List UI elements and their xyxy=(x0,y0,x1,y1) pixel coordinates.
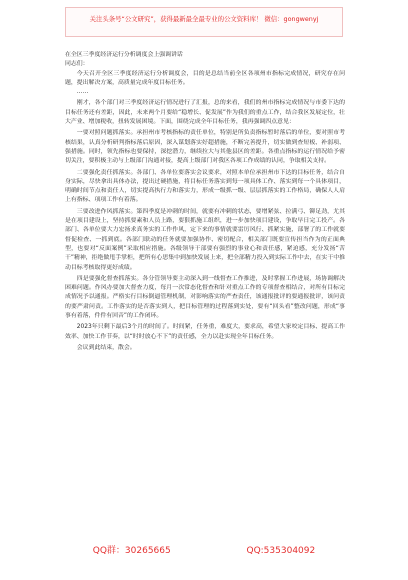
paragraph-point-2: 二要强化责任抓落实。各部门、各单位要落实会议要求，对照本单位承担州市下达的目标任务，结合自身实际，尽快拿出具体办法，提出过硬措施，将目标任务落实到每一项具体工作、落实到每一个具体项目，明确时间节点和责任人，切实提高执行力和落实力，形成一级抓一级、层层抓落实的工作格局，确保人人肩上有指标、项项工作有着落。 xyxy=(65,169,345,204)
salutation: 同志们： xyxy=(65,61,89,68)
promo-banner xyxy=(65,7,343,37)
paragraph-point-4: 四是要强化督查抓落实。各分管领导要主动深入到一线督查工作推进，及时掌握工作进展，场协调解决困难问题。作风办要加大督查力度，每月一次常态化督查和针对重点工作的专项督查相结合，对所有目标完成情况予以通报。严格实行目标倒逼管理机制，对影响落实的严查责任，该通报批评的要通报批评，该问责的要严肃问责。工作落实的是否落实到人，把目标管理的过程落到实处，要有“回头看”整改问题，形成“事事有着落，件件有回音”的工作闭环。 xyxy=(65,275,345,320)
paragraph-closing: 会议到此结束，散会。 xyxy=(76,344,136,351)
paragraph-point-1: 一要对照问题抓落实。承担州市考核指标的责任单位，特别是所负责指标暂时落后的单位，要对照市考核结果，认真分析研判指标落后原因，深入谋划落实好超措施，不断完善提升，切实做到查短板、补弱项、强措施。同时，领先指标也要保持，深挖潜力，继续拉大与其他县区的差距。各重点指标的运行情况给予密切关注，要积极主动与上级部门沟通对接，提高上级部门对我区各项工作成绩的认同，争取相关支持。 xyxy=(65,130,345,165)
qq-group-text: QQ群：30265665 xyxy=(92,546,171,556)
document-title: 在全区三季度经济运行分析调度会上强调讲话 xyxy=(65,52,183,58)
contact-footer xyxy=(0,540,408,562)
paragraph-intro: 今天召开全区三季度经济运行分析调度会，目的是总结当前全区各项州市指标完成情况，研究存在问题，提出解决方案，高质量完成年度目标任务。 xyxy=(65,70,345,86)
paragraph-overview: 刚才，各个部门对三季度经济运行情况进行了汇报，总的来看，我们的州市指标完成情况与市委下达的目标任务还有差距，因此，未来两个月要给“稳增长、促发展”作为我们的重点工作，结合我区发展定位，壮大产业、增加税收，扭转发展困境。下面，围绕完成全年目标任务，我再强调四点意见： xyxy=(65,100,345,126)
qq-text: QQ:535304092 xyxy=(246,546,316,556)
paragraph-conclusion: 2023年只剩下最后3个月的时间了。时间紧，任务重，难度大，要求高，希望大家咬定目标、提高工作效率、加快工作节奏，以“时时放心不下”的责任感，全力以赴实现全年目标任务。 xyxy=(65,324,345,340)
promo-banner-text: 关注头条号“公文研究”，获得最新最全最专业的公文资料库！ 微信：gongwenyj xyxy=(89,15,319,23)
speech-document xyxy=(65,51,345,353)
paragraph-ellipsis: …… xyxy=(76,89,89,96)
paragraph-point-3: 三要改进作风抓落实。第四季度是冲刺的时间，就要有冲刺的状态，要增紧弦、拉满弓、铆足劲，尤其是在项目建设上，坚持抓要素和人员上路，要狠抓施工组织，进一步加快项目建设，争取早日完工投产。各部门、各单位要大力宏扬求真务实的工作作风，定下来的事情就要雷厉风行、抓紧实施，部署了的工作就要督促检查、一抓到底。各部门联动的任务就要加强协作、密切配合，相关部门既要宣传担当作为的正面典型，也要对“反面案例”采取相应措施。各级领导干部要有强烈的事业心和责任感，紧迫感，充分发扬“苦干”精神，拒绝做甩手掌柜，把所有心思集中到加快发展上来，把全部精力投入到实际工作中去，在实干中推动目标考核取得更好成绩。 xyxy=(65,208,345,271)
